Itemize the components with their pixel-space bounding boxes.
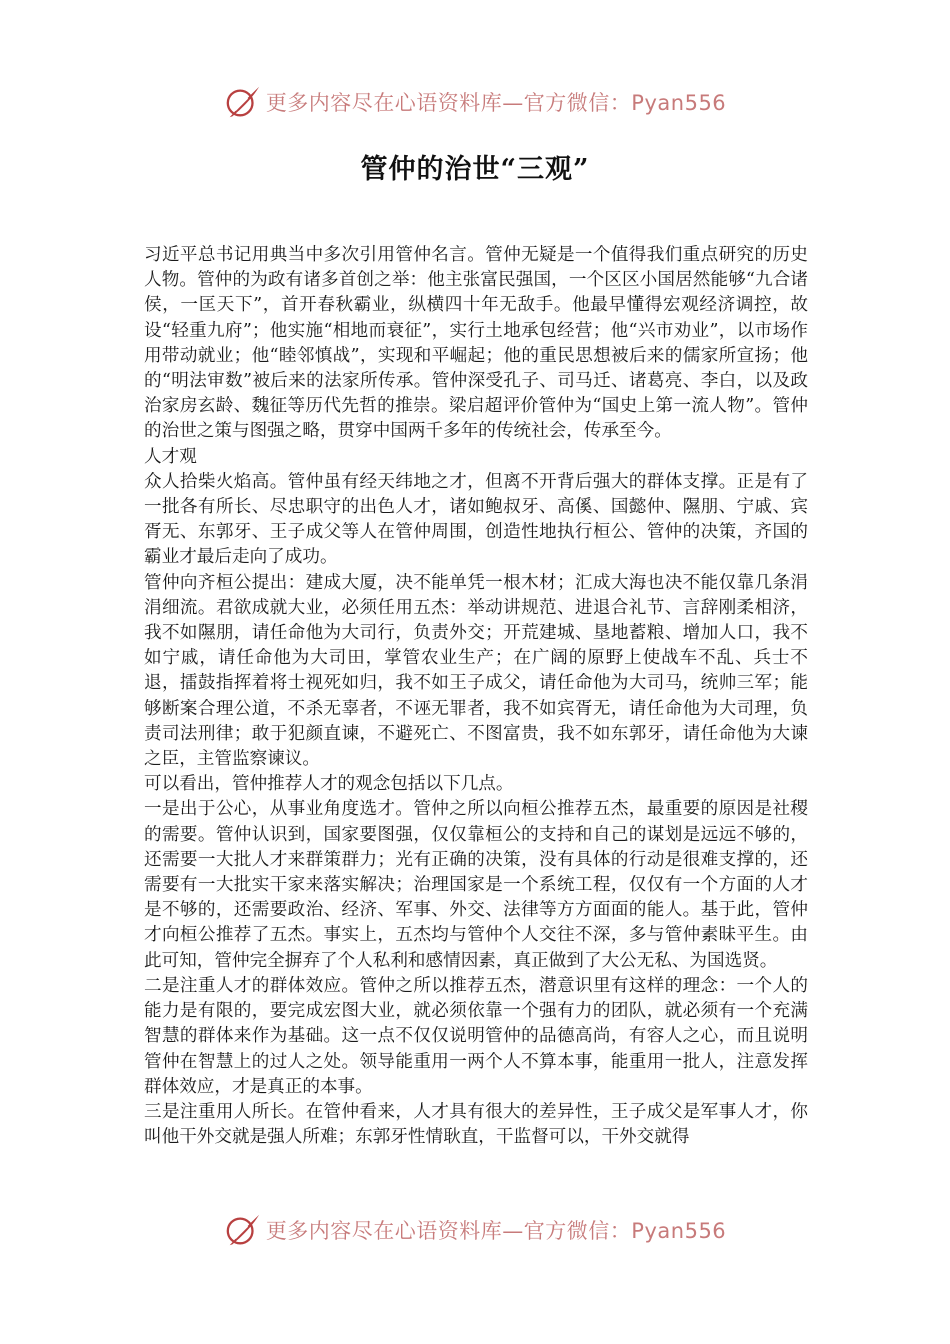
paragraph: 三是注重用人所长。在管仲看来，人才具有很大的差异性，王子成父是军事人才，你叫他干外交就是强人所难；东郭牙性情耿直，干监督可以，干外交就得: [144, 1101, 808, 1148]
header-banner: [0, 82, 950, 122]
paragraph: 可以看出，管仲推荐人才的观念包括以下几点。: [144, 774, 514, 795]
page-title: 管仲的治世“三观”: [360, 154, 590, 185]
article-body: [144, 243, 808, 1150]
paragraph: 众人拾柴火焰高。管仲虽有经天纬地之才，但离不开背后强大的群体支撑。正是有了一批各有所长、尽忠职守的出色人才，诸如鲍叔牙、高傒、国懿仲、隰朋、宁戚、宾胥无、东郭牙、王子成父等人在管仲周围，创造性地执行桓公、管仲的决策，齐国的霸业才最后走向了成功。: [144, 471, 808, 568]
paragraph-intro: 习近平总书记用典当中多次引用管仲名言。管仲无疑是一个值得我们重点研究的历史人物。管仲的为政有诸多首创之举：他主张富民强国，一个区区小国居然能够“九合诸侯，一匡天下”，首开春秋霸业，纵横四十年无敌手。他最早懂得宏观经济调控，故设“轻重九府”；他实施“相地而衰征”，实行土地承包经营；他“兴市劝业”，以市场作用带动就业；他“睦邻慎战”，实现和平崛起；他的重民思想被后来的儒家所宣扬；他的“明法审数”被后来的法家所传承。管仲深受孔子、司马迁、诸葛亮、李白，以及政治家房玄龄、魏征等历代先哲的推崇。梁启超评价管仲为“国史上第一流人物”。管仲的治世之策与图强之略，贯穿中国两千多年的传统社会，传承至今。: [144, 245, 808, 442]
quill-pen-logo-icon: [224, 1211, 262, 1249]
header-banner-text: 更多内容尽在心语资料库—官方微信：Pyan556: [265, 91, 727, 115]
footer-banner-text: 更多内容尽在心语资料库—官方微信：Pyan556: [265, 1219, 727, 1243]
footer-banner: [0, 1210, 950, 1250]
paragraph: 一是出于公心，从事业角度选才。管仲之所以向桓公推荐五杰，最重要的原因是社稷的需要。管仲认识到，国家要图强，仅仅靠桓公的支持和自己的谋划是远远不够的，还需要一大批人才来群策群力；光有正确的决策，没有具体的行动是很难支撑的，还需要有一大批实干家来落实解决；治理国家是一个系统工程，仅仅有一个方面的人才是不够的，还需要政治、经济、军事、外交、法律等方方面面的能人。基于此，管仲才向桓公推荐了五杰。事实上，五杰均与管仲个人交往不深，多与管仲素昧平生。由此可知，管仲完全摒弃了个人私利和感情因素，真正做到了大公无私、为国选贤。: [144, 799, 808, 971]
paragraph: 管仲向齐桓公提出：建成大厦，决不能单凭一根木材；汇成大海也决不能仅靠几条涓涓细流。君欲成就大业，必须任用五杰：举动讲规范、进退合礼节、言辞刚柔相济，我不如隰朋，请任命他为大司行，负责外交；开荒建城、垦地蓄粮、增加人口，我不如宁戚，请任命他为大司田，掌管农业生产；在广阔的原野上使战车不乱、兵士不退，擂鼓指挥着将士视死如归，我不如王子成父，请任命他为大司马，统帅三军；能够断案合理公道，不杀无辜者，不诬无罪者，我不如宾胥无，请任命他为大司理，负责司法刑律；敢于犯颜直谏，不避死亡、不图富贵，我不如东郭牙，请任命他为大谏之臣，主管监察谏议。: [144, 572, 808, 770]
quill-pen-logo-icon: [224, 83, 262, 121]
paragraph: 二是注重人才的群体效应。管仲之所以推荐五杰，潜意识里有这样的理念：一个人的能力是有限的，要完成宏图大业，就必须依靠一个强有力的团队，就必须有一个充满智慧的群体来作为基础。这一点不仅仅说明管仲的品德高尚，有容人之心，而且说明管仲在智慧上的过人之处。领导能重用一两个人不算本事，能重用一批人，注意发挥群体效应，才是真正的本事。: [144, 975, 808, 1097]
section-heading: 人才观: [144, 446, 197, 467]
